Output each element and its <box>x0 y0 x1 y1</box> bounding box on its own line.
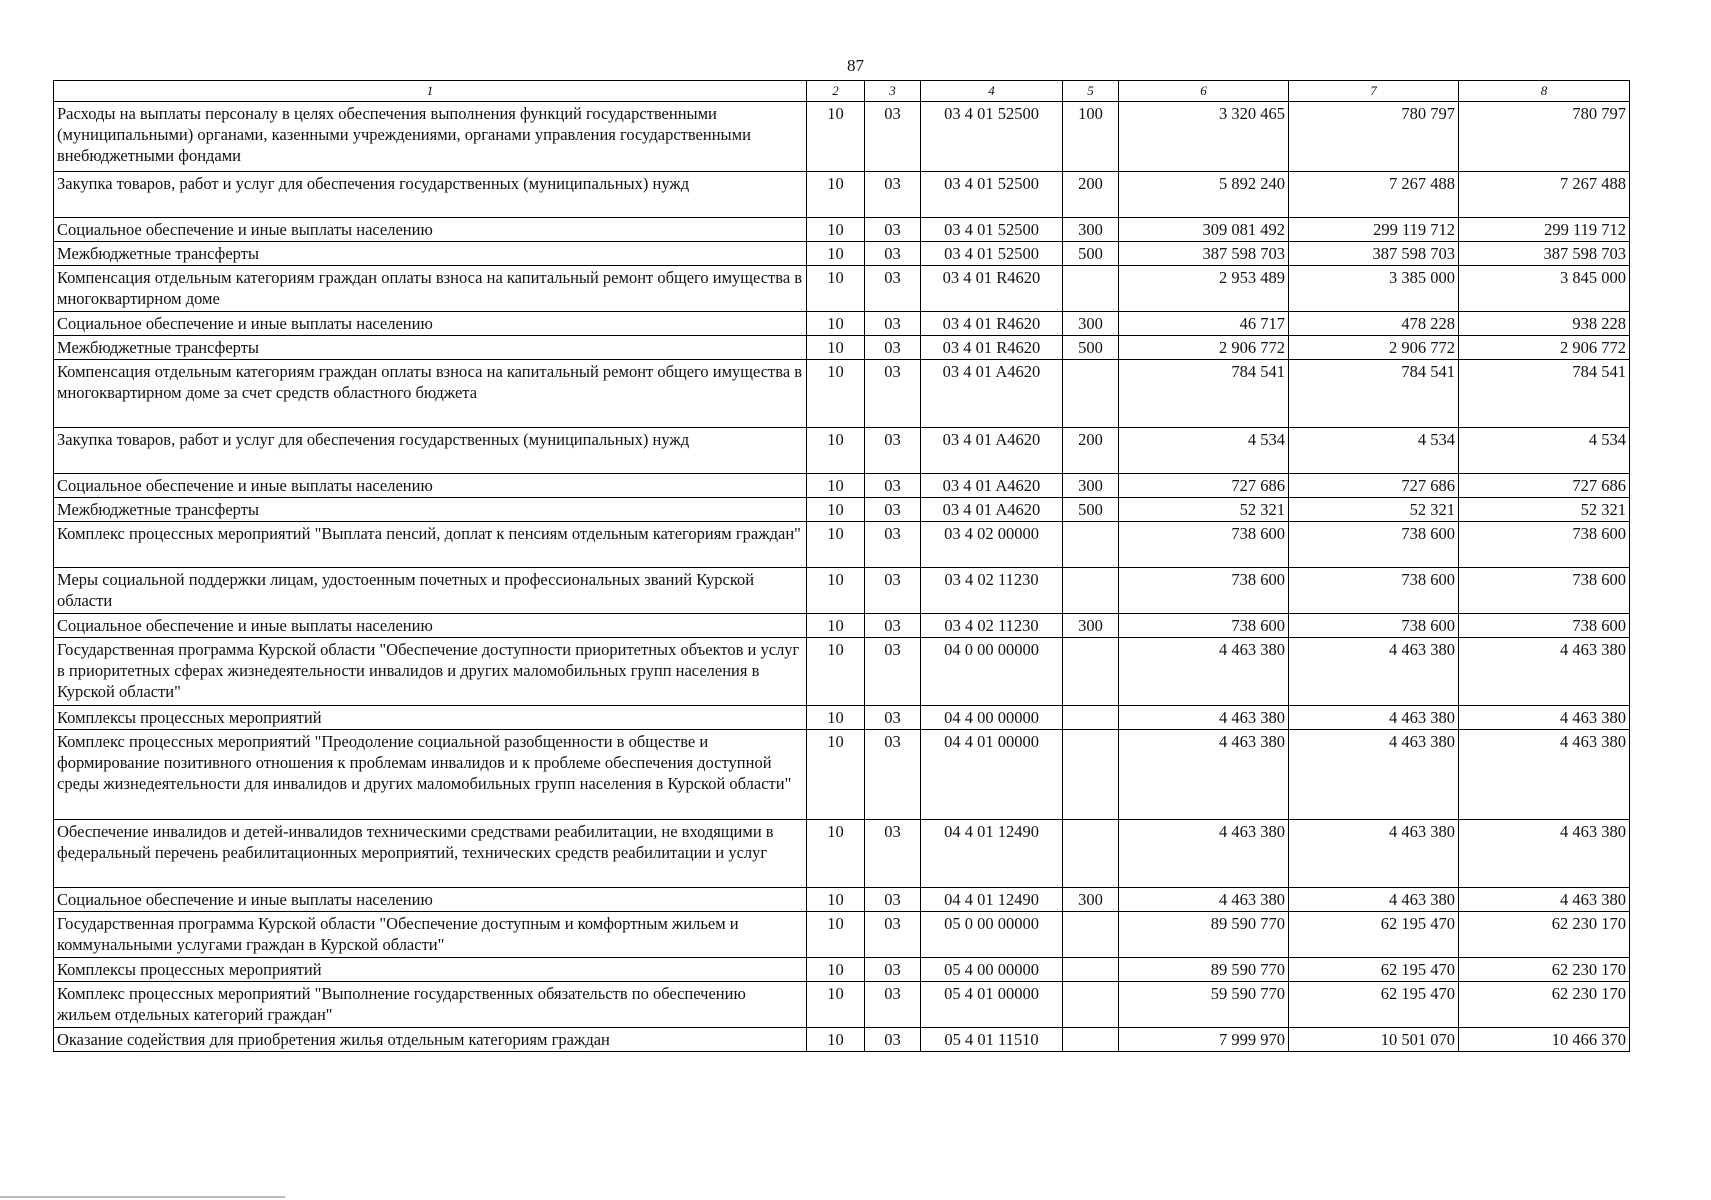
target-article-cell: 03 4 02 11230 <box>921 568 1063 614</box>
subsection-code-cell: 03 <box>865 498 921 522</box>
subsection-code-cell: 03 <box>865 522 921 568</box>
target-article-cell: 03 4 02 00000 <box>921 522 1063 568</box>
amount-col7-cell: 10 501 070 <box>1289 1028 1459 1052</box>
section-code-cell: 10 <box>807 474 865 498</box>
expense-type-cell: 300 <box>1063 218 1119 242</box>
row-name-cell: Комплекс процессных мероприятий "Выполнение государственных обязательств по обеспечению жильем отдельных категорий граждан" <box>54 982 807 1028</box>
subsection-code-cell: 03 <box>865 568 921 614</box>
subsection-code-cell: 03 <box>865 614 921 638</box>
target-article-cell: 03 4 01 52500 <box>921 242 1063 266</box>
expense-type-cell: 200 <box>1063 172 1119 218</box>
row-name-cell: Компенсация отдельным категориям граждан оплаты взноса на капитальный ремонт общего имущества в многоквартирном доме <box>54 266 807 312</box>
table-row <box>54 958 1630 982</box>
amount-col7-cell: 738 600 <box>1289 614 1459 638</box>
amount-col8-cell: 4 534 <box>1459 428 1630 474</box>
section-code-cell: 10 <box>807 958 865 982</box>
expense-type-cell <box>1063 1028 1119 1052</box>
amount-col8-cell: 52 321 <box>1459 498 1630 522</box>
target-article-cell: 04 4 01 12490 <box>921 820 1063 888</box>
amount-col8-cell: 62 230 170 <box>1459 912 1630 958</box>
target-article-cell: 03 4 02 11230 <box>921 614 1063 638</box>
section-code-cell: 10 <box>807 614 865 638</box>
expense-type-cell <box>1063 912 1119 958</box>
subsection-code-cell: 03 <box>865 172 921 218</box>
scan-edge-mark <box>0 1196 285 1198</box>
amount-col6-cell: 738 600 <box>1119 614 1289 638</box>
amount-col7-cell: 2 906 772 <box>1289 336 1459 360</box>
expense-type-cell: 500 <box>1063 498 1119 522</box>
row-name-cell: Расходы на выплаты персоналу в целях обеспечения выполнения функций государственными (муниципальными) органами, казенными учреждениями, органами управления государственными внебюджетными фондами <box>54 102 807 172</box>
row-name-cell: Комплексы процессных мероприятий <box>54 706 807 730</box>
subsection-code-cell: 03 <box>865 958 921 982</box>
amount-col8-cell: 3 845 000 <box>1459 266 1630 312</box>
section-code-cell: 10 <box>807 568 865 614</box>
amount-col8-cell: 738 600 <box>1459 568 1630 614</box>
amount-col6-cell: 4 463 380 <box>1119 888 1289 912</box>
table-row <box>54 568 1630 614</box>
column-header: 7 <box>1289 81 1459 102</box>
row-name-cell: Социальное обеспечение и иные выплаты населению <box>54 312 807 336</box>
section-code-cell: 10 <box>807 982 865 1028</box>
row-name-cell: Межбюджетные трансферты <box>54 498 807 522</box>
amount-col7-cell: 478 228 <box>1289 312 1459 336</box>
target-article-cell: 03 4 01 R4620 <box>921 336 1063 360</box>
column-header: 1 <box>54 81 807 102</box>
amount-col7-cell: 7 267 488 <box>1289 172 1459 218</box>
section-code-cell: 10 <box>807 706 865 730</box>
amount-col8-cell: 387 598 703 <box>1459 242 1630 266</box>
section-code-cell: 10 <box>807 336 865 360</box>
amount-col8-cell: 738 600 <box>1459 614 1630 638</box>
amount-col8-cell: 7 267 488 <box>1459 172 1630 218</box>
amount-col7-cell: 62 195 470 <box>1289 958 1459 982</box>
table-row <box>54 614 1630 638</box>
target-article-cell: 03 4 01 52500 <box>921 102 1063 172</box>
amount-col8-cell: 2 906 772 <box>1459 336 1630 360</box>
amount-col7-cell: 4 463 380 <box>1289 730 1459 820</box>
section-code-cell: 10 <box>807 312 865 336</box>
amount-col6-cell: 4 463 380 <box>1119 706 1289 730</box>
amount-col6-cell: 2 953 489 <box>1119 266 1289 312</box>
amount-col7-cell: 62 195 470 <box>1289 982 1459 1028</box>
target-article-cell: 05 4 01 00000 <box>921 982 1063 1028</box>
target-article-cell: 04 0 00 00000 <box>921 638 1063 706</box>
amount-col6-cell: 4 463 380 <box>1119 638 1289 706</box>
row-name-cell: Социальное обеспечение и иные выплаты населению <box>54 218 807 242</box>
subsection-code-cell: 03 <box>865 638 921 706</box>
target-article-cell: 04 4 00 00000 <box>921 706 1063 730</box>
amount-col7-cell: 4 463 380 <box>1289 638 1459 706</box>
row-name-cell: Социальное обеспечение и иные выплаты населению <box>54 888 807 912</box>
expense-type-cell <box>1063 360 1119 428</box>
amount-col6-cell: 7 999 970 <box>1119 1028 1289 1052</box>
amount-col7-cell: 299 119 712 <box>1289 218 1459 242</box>
expense-type-cell <box>1063 706 1119 730</box>
target-article-cell: 03 4 01 A4620 <box>921 360 1063 428</box>
target-article-cell: 03 4 01 A4620 <box>921 498 1063 522</box>
target-article-cell: 05 4 01 11510 <box>921 1028 1063 1052</box>
amount-col7-cell: 727 686 <box>1289 474 1459 498</box>
amount-col6-cell: 309 081 492 <box>1119 218 1289 242</box>
row-name-cell: Компенсация отдельным категориям граждан оплаты взноса на капитальный ремонт общего имущества в многоквартирном доме за счет средств областного бюджета <box>54 360 807 428</box>
section-code-cell: 10 <box>807 428 865 474</box>
expense-type-cell: 200 <box>1063 428 1119 474</box>
amount-col7-cell: 387 598 703 <box>1289 242 1459 266</box>
subsection-code-cell: 03 <box>865 730 921 820</box>
row-name-cell: Комплекс процессных мероприятий "Преодоление социальной разобщенности в обществе и формирование позитивного отношения к проблемам инвалидов и к проблеме обеспечения доступной среды жизнедеятельности для инвалидов и других маломобильных групп населения в Курской области" <box>54 730 807 820</box>
amount-col8-cell: 62 230 170 <box>1459 982 1630 1028</box>
table-row <box>54 522 1630 568</box>
section-code-cell: 10 <box>807 1028 865 1052</box>
amount-col8-cell: 4 463 380 <box>1459 888 1630 912</box>
table-row <box>54 820 1630 888</box>
target-article-cell: 03 4 01 52500 <box>921 218 1063 242</box>
amount-col6-cell: 46 717 <box>1119 312 1289 336</box>
table-row <box>54 912 1630 958</box>
section-code-cell: 10 <box>807 172 865 218</box>
table-row <box>54 730 1630 820</box>
table-row <box>54 982 1630 1028</box>
row-name-cell: Межбюджетные трансферты <box>54 336 807 360</box>
row-name-cell: Комплекс процессных мероприятий "Выплата пенсий, доплат к пенсиям отдельным категориям граждан" <box>54 522 807 568</box>
table-row <box>54 1028 1630 1052</box>
section-code-cell: 10 <box>807 360 865 428</box>
amount-col7-cell: 738 600 <box>1289 522 1459 568</box>
row-name-cell: Обеспечение инвалидов и детей-инвалидов техническими средствами реабилитации, не входящими в федеральный перечень реабилитационных мероприятий, технических средств реабилитации и услуг <box>54 820 807 888</box>
expense-type-cell <box>1063 568 1119 614</box>
expense-type-cell: 300 <box>1063 312 1119 336</box>
row-name-cell: Комплексы процессных мероприятий <box>54 958 807 982</box>
row-name-cell: Меры социальной поддержки лицам, удостоенным почетных и профессиональных званий Курской области <box>54 568 807 614</box>
table-row <box>54 428 1630 474</box>
row-name-cell: Социальное обеспечение и иные выплаты населению <box>54 614 807 638</box>
section-code-cell: 10 <box>807 888 865 912</box>
section-code-cell: 10 <box>807 522 865 568</box>
section-code-cell: 10 <box>807 912 865 958</box>
section-code-cell: 10 <box>807 242 865 266</box>
table-row <box>54 638 1630 706</box>
amount-col6-cell: 2 906 772 <box>1119 336 1289 360</box>
subsection-code-cell: 03 <box>865 706 921 730</box>
subsection-code-cell: 03 <box>865 360 921 428</box>
expense-type-cell <box>1063 522 1119 568</box>
table-row <box>54 266 1630 312</box>
amount-col6-cell: 52 321 <box>1119 498 1289 522</box>
amount-col6-cell: 4 463 380 <box>1119 820 1289 888</box>
amount-col6-cell: 387 598 703 <box>1119 242 1289 266</box>
expense-type-cell <box>1063 638 1119 706</box>
target-article-cell: 04 4 01 00000 <box>921 730 1063 820</box>
amount-col8-cell: 4 463 380 <box>1459 820 1630 888</box>
column-numbers-row <box>54 81 1630 102</box>
target-article-cell: 03 4 01 A4620 <box>921 474 1063 498</box>
amount-col6-cell: 59 590 770 <box>1119 982 1289 1028</box>
subsection-code-cell: 03 <box>865 912 921 958</box>
subsection-code-cell: 03 <box>865 102 921 172</box>
amount-col8-cell: 4 463 380 <box>1459 706 1630 730</box>
row-name-cell: Социальное обеспечение и иные выплаты населению <box>54 474 807 498</box>
amount-col8-cell: 10 466 370 <box>1459 1028 1630 1052</box>
amount-col6-cell: 738 600 <box>1119 522 1289 568</box>
table-row <box>54 336 1630 360</box>
table-body <box>54 102 1630 1052</box>
page-number: 87 <box>847 56 864 75</box>
amount-col6-cell: 4 534 <box>1119 428 1289 474</box>
section-code-cell: 10 <box>807 498 865 522</box>
amount-col8-cell: 299 119 712 <box>1459 218 1630 242</box>
row-name-cell: Межбюджетные трансферты <box>54 242 807 266</box>
amount-col7-cell: 3 385 000 <box>1289 266 1459 312</box>
table-row <box>54 312 1630 336</box>
amount-col6-cell: 89 590 770 <box>1119 912 1289 958</box>
row-name-cell: Государственная программа Курской области "Обеспечение доступности приоритетных объектов и услуг в приоритетных сферах жизнедеятельности инвалидов и других маломобильных групп населения в Курской области" <box>54 638 807 706</box>
amount-col8-cell: 62 230 170 <box>1459 958 1630 982</box>
table-row <box>54 242 1630 266</box>
subsection-code-cell: 03 <box>865 1028 921 1052</box>
expense-type-cell: 300 <box>1063 888 1119 912</box>
subsection-code-cell: 03 <box>865 312 921 336</box>
column-header: 5 <box>1063 81 1119 102</box>
table-row <box>54 360 1630 428</box>
expense-type-cell <box>1063 958 1119 982</box>
column-header: 8 <box>1459 81 1630 102</box>
amount-col6-cell: 738 600 <box>1119 568 1289 614</box>
amount-col6-cell: 5 892 240 <box>1119 172 1289 218</box>
expense-type-cell: 300 <box>1063 474 1119 498</box>
column-header: 4 <box>921 81 1063 102</box>
table-row <box>54 102 1630 172</box>
subsection-code-cell: 03 <box>865 888 921 912</box>
table-row <box>54 218 1630 242</box>
expense-type-cell <box>1063 266 1119 312</box>
column-header: 2 <box>807 81 865 102</box>
table-row <box>54 888 1630 912</box>
amount-col8-cell: 784 541 <box>1459 360 1630 428</box>
subsection-code-cell: 03 <box>865 242 921 266</box>
amount-col8-cell: 4 463 380 <box>1459 638 1630 706</box>
amount-col7-cell: 738 600 <box>1289 568 1459 614</box>
table-row <box>54 706 1630 730</box>
section-code-cell: 10 <box>807 638 865 706</box>
amount-col6-cell: 727 686 <box>1119 474 1289 498</box>
expense-type-cell <box>1063 982 1119 1028</box>
subsection-code-cell: 03 <box>865 266 921 312</box>
amount-col6-cell: 784 541 <box>1119 360 1289 428</box>
amount-col7-cell: 780 797 <box>1289 102 1459 172</box>
target-article-cell: 03 4 01 R4620 <box>921 312 1063 336</box>
amount-col8-cell: 727 686 <box>1459 474 1630 498</box>
section-code-cell: 10 <box>807 102 865 172</box>
section-code-cell: 10 <box>807 266 865 312</box>
amount-col7-cell: 62 195 470 <box>1289 912 1459 958</box>
table-row <box>54 474 1630 498</box>
amount-col7-cell: 4 463 380 <box>1289 706 1459 730</box>
subsection-code-cell: 03 <box>865 982 921 1028</box>
subsection-code-cell: 03 <box>865 428 921 474</box>
row-name-cell: Государственная программа Курской области "Обеспечение доступным и комфортным жильем и коммунальными услугами граждан в Курской области" <box>54 912 807 958</box>
target-article-cell: 05 0 00 00000 <box>921 912 1063 958</box>
amount-col6-cell: 89 590 770 <box>1119 958 1289 982</box>
amount-col8-cell: 780 797 <box>1459 102 1630 172</box>
amount-col7-cell: 52 321 <box>1289 498 1459 522</box>
subsection-code-cell: 03 <box>865 820 921 888</box>
target-article-cell: 03 4 01 A4620 <box>921 428 1063 474</box>
target-article-cell: 03 4 01 52500 <box>921 172 1063 218</box>
target-article-cell: 05 4 00 00000 <box>921 958 1063 982</box>
column-header: 6 <box>1119 81 1289 102</box>
amount-col8-cell: 4 463 380 <box>1459 730 1630 820</box>
amount-col7-cell: 4 463 380 <box>1289 888 1459 912</box>
subsection-code-cell: 03 <box>865 336 921 360</box>
expense-type-cell: 100 <box>1063 102 1119 172</box>
section-code-cell: 10 <box>807 218 865 242</box>
expense-type-cell <box>1063 820 1119 888</box>
target-article-cell: 03 4 01 R4620 <box>921 266 1063 312</box>
target-article-cell: 04 4 01 12490 <box>921 888 1063 912</box>
amount-col7-cell: 4 534 <box>1289 428 1459 474</box>
column-header: 3 <box>865 81 921 102</box>
amount-col6-cell: 3 320 465 <box>1119 102 1289 172</box>
amount-col7-cell: 4 463 380 <box>1289 820 1459 888</box>
amount-col6-cell: 4 463 380 <box>1119 730 1289 820</box>
row-name-cell: Закупка товаров, работ и услуг для обеспечения государственных (муниципальных) нужд <box>54 428 807 474</box>
subsection-code-cell: 03 <box>865 474 921 498</box>
table-row <box>54 498 1630 522</box>
section-code-cell: 10 <box>807 730 865 820</box>
table-row <box>54 172 1630 218</box>
amount-col8-cell: 738 600 <box>1459 522 1630 568</box>
amount-col8-cell: 938 228 <box>1459 312 1630 336</box>
subsection-code-cell: 03 <box>865 218 921 242</box>
expense-type-cell: 500 <box>1063 242 1119 266</box>
expense-type-cell: 500 <box>1063 336 1119 360</box>
budget-table <box>53 80 1630 1052</box>
expense-type-cell <box>1063 730 1119 820</box>
row-name-cell: Закупка товаров, работ и услуг для обеспечения государственных (муниципальных) нужд <box>54 172 807 218</box>
amount-col7-cell: 784 541 <box>1289 360 1459 428</box>
row-name-cell: Оказание содействия для приобретения жилья отдельным категориям граждан <box>54 1028 807 1052</box>
expense-type-cell: 300 <box>1063 614 1119 638</box>
section-code-cell: 10 <box>807 820 865 888</box>
